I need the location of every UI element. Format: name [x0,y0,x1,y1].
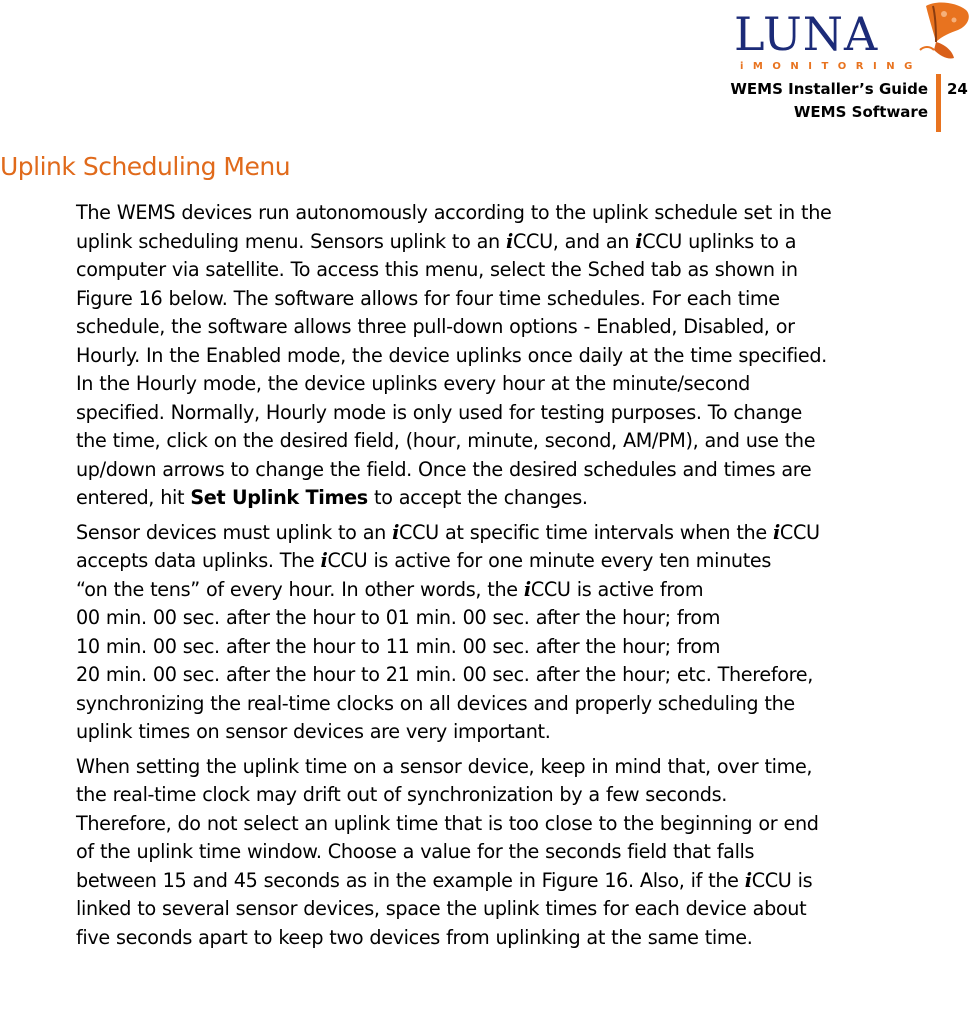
text-line [76,633,973,662]
doc-section: WEMS Software [793,103,928,121]
text-line [76,199,973,228]
text-run: the time, click on the desired field, (hour, minute, second, AM/PM), and use the [76,429,816,452]
text-line [76,484,973,513]
text-line [76,690,973,719]
logo-wordmark: LUNA [734,7,879,61]
text-run: CCU is active from [530,577,704,601]
text-run: the real-time clock may drift out of synchronization by a few seconds. [76,783,728,806]
text-run: 20 min. 00 sec. after the hour to 21 min. 00 sec. after the hour; etc. Therefore, [76,663,813,686]
text-run: CCU is active for one minute every ten minutes [327,549,772,572]
text-run: CCU is [751,868,813,892]
text-line [76,547,973,576]
text-line [76,313,973,342]
icc-prefix: i [506,229,513,253]
text-line [76,661,973,690]
text-run: CCU uplinks to a [642,229,797,253]
text-run: schedule, the software allows three pull-down options - Enabled, Disabled, or [76,315,795,338]
icc-prefix: i [772,520,780,544]
text-run: “on the tens” of every hour. In other words, the [76,577,524,601]
text-run: synchronizing the real-time clocks on all devices and properly scheduling the [76,691,795,715]
text-run: 10 min. 00 sec. after the hour to 11 min. 00 sec. after the hour; from [76,634,721,658]
text-line [76,781,973,810]
text-line [76,895,973,924]
text-run: CCU at specific time intervals when the [399,520,773,544]
text-line [76,342,973,371]
text-run: Hourly. In the Enabled mode, the device uplinks once daily at the time specified. [76,343,827,367]
text-line [76,604,973,633]
text-run: five seconds apart to keep two devices from uplinking at the same time. [76,925,753,949]
text-line [76,576,973,605]
text-line [76,456,973,485]
text-run: CCU [779,520,820,544]
paragraph [76,199,973,513]
running-header [730,78,928,124]
icc-prefix: i [635,229,643,253]
text-line [76,399,973,428]
text-run: In the Hourly mode, the device uplinks every hour at the minute/second [76,372,750,395]
luna-logo [730,0,973,72]
paragraph [76,519,973,747]
text-line [76,838,973,867]
text-run: between 15 and 45 seconds as in the example in Figure 16. Also, if the [76,868,745,892]
icc-prefix: i [392,520,400,544]
icc-prefix: i [523,577,531,601]
header-divider [936,74,941,132]
text-run: linked to several sensor devices, space the uplink times for each device about [76,897,807,920]
text-line [76,753,973,782]
text-line [76,427,973,456]
text-run: uplink times on sensor devices are very important. [76,720,551,743]
text-run: computer via satellite. To access this menu, select the Sched tab as shown in [76,258,798,281]
text-run: The WEMS devices run autonomously according to the uplink schedule set in the [76,201,832,224]
text-run: Figure 16 below. The software allows for four time schedules. For each time [76,286,780,310]
doc-title: WEMS Installer’s Guide [730,80,928,98]
text-line [76,285,973,314]
text-line [76,519,973,548]
text-run: 00 min. 00 sec. after the hour to 01 min. 00 sec. after the hour; from [76,606,721,629]
text-run: uplink scheduling menu. Sensors uplink to an [76,229,507,253]
butterfly-icon [920,3,969,59]
section-title: Uplink Scheduling Menu [0,152,291,181]
icc-prefix: i [320,549,328,572]
text-run: Sensor devices must uplink to an [76,520,393,544]
text-line [76,810,973,839]
text-run: accepts data uplinks. The [76,549,321,572]
text-line [76,256,973,285]
text-run: When setting the uplink time on a sensor device, keep in mind that, over time, [76,754,813,778]
text-line [76,924,973,953]
text-run: to accept the changes. [367,486,588,509]
logo-subtext: iMONITORING [740,61,922,72]
text-line [76,718,973,747]
paragraph [76,753,973,953]
text-run: of the uplink time window. Choose a value for the seconds field that falls [76,840,755,863]
page-number: 24 [947,80,968,98]
button-reference: Set Uplink Times [190,486,368,509]
text-line [76,370,973,399]
body-text [76,199,973,952]
text-line [76,228,973,257]
text-line [76,867,973,896]
text-run: entered, hit [76,486,191,509]
text-run: up/down arrows to change the field. Once the desired schedules and times are [76,457,812,481]
text-run: Therefore, do not select an uplink time that is too close to the beginning or end [76,811,819,835]
icc-prefix: i [744,868,752,892]
text-run: CCU, and an [512,229,636,253]
text-run: specified. Normally, Hourly mode is only used for testing purposes. To change [76,400,802,424]
